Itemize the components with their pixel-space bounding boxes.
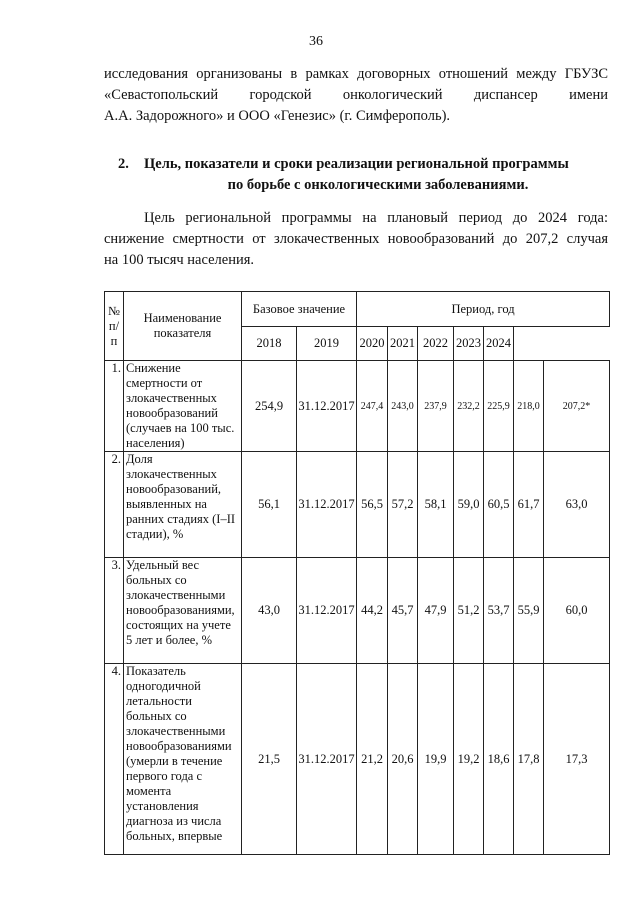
year-2022: 2022 (418, 327, 454, 361)
table-row (105, 361, 610, 452)
indicators-table (104, 291, 610, 855)
base-date: 31.12.2017 (297, 361, 357, 452)
indicator-name: Показатель одногодичной летальности больных со злокачественными новообразованиями (умерли в течение первого года с момента установления диагноза из числа больных, впервые (124, 664, 242, 855)
goal-line: снижение смертности от злокачественных новообразований до 207,2 случая (104, 231, 608, 247)
year-2018: 2018 (242, 327, 297, 361)
value-2021: 59,0 (454, 452, 484, 558)
value-2022: 225,9 (484, 361, 514, 452)
value-2018: 44,2 (357, 558, 388, 664)
intro-line: исследования организованы в рамках договорных отношений между ГБУЗС (104, 66, 608, 82)
value-2020: 19,9 (418, 664, 454, 855)
table-row (105, 452, 610, 558)
value-2018: 247,4 (357, 361, 388, 452)
value-2022: 60,5 (484, 452, 514, 558)
value-2022: 18,6 (484, 664, 514, 855)
goal-line: на 100 тысяч населения. (104, 252, 255, 268)
value-2023: 55,9 (514, 558, 544, 664)
intro-line: «Севастопольский городской онкологический диспансер имени (104, 87, 608, 103)
header-period: Период, год (357, 292, 610, 327)
goal-paragraph (104, 208, 608, 271)
section-number: 2. (118, 156, 129, 172)
base-value: 43,0 (242, 558, 297, 664)
table-row (105, 664, 610, 855)
table-row (105, 558, 610, 664)
indicator-name: Удельный вес больных со злокачественными новообразованиями, состоящих на учете 5 лет и более, % (124, 558, 242, 664)
base-date: 31.12.2017 (297, 664, 357, 855)
header-base: Базовое значение (242, 292, 357, 327)
header-name: Наименование показателя (124, 292, 242, 361)
base-value: 254,9 (242, 361, 297, 452)
intro-line: А.А. Задорожного» и ООО «Генезис» (г. Симферополь). (104, 108, 451, 124)
value-2018: 21,2 (357, 664, 388, 855)
value-2024: 63,0 (544, 452, 610, 558)
base-date: 31.12.2017 (297, 452, 357, 558)
value-2020: 47,9 (418, 558, 454, 664)
row-number: 3. (105, 558, 124, 664)
indicator-name: Снижение смертности от злокачественных новообразований (случаев на 100 тыс. населения) (124, 361, 242, 452)
value-2021: 19,2 (454, 664, 484, 855)
section-title-line: по борьбе с онкологическими заболеваниями. (227, 177, 529, 193)
year-2021: 2021 (388, 327, 418, 361)
year-2023: 2023 (454, 327, 484, 361)
row-number: 4. (105, 664, 124, 855)
year-2024: 2024 (484, 327, 514, 361)
value-2021: 51,2 (454, 558, 484, 664)
value-2020: 237,9 (418, 361, 454, 452)
section-title-line: Цель, показатели и сроки реализации региональной программы (144, 156, 569, 172)
year-2019: 2019 (297, 327, 357, 361)
value-2024: 207,2* (544, 361, 610, 452)
value-2024: 17,3 (544, 664, 610, 855)
header-num: № п/п (105, 292, 124, 361)
intro-paragraph (104, 64, 608, 127)
value-2023: 17,8 (514, 664, 544, 855)
year-2020: 2020 (357, 327, 388, 361)
value-2021: 232,2 (454, 361, 484, 452)
value-2024: 60,0 (544, 558, 610, 664)
base-value: 21,5 (242, 664, 297, 855)
value-2019: 243,0 (388, 361, 418, 452)
row-number: 1. (105, 361, 124, 452)
base-value: 56,1 (242, 452, 297, 558)
value-2019: 20,6 (388, 664, 418, 855)
value-2023: 218,0 (514, 361, 544, 452)
value-2023: 61,7 (514, 452, 544, 558)
value-2019: 57,2 (388, 452, 418, 558)
value-2020: 58,1 (418, 452, 454, 558)
goal-line: Цель региональной программы на плановый период до 2024 года: (144, 210, 608, 226)
base-date: 31.12.2017 (297, 558, 357, 664)
value-2018: 56,5 (357, 452, 388, 558)
page-number: 36 (309, 34, 323, 49)
row-number: 2. (105, 452, 124, 558)
value-2022: 53,7 (484, 558, 514, 664)
value-2019: 45,7 (388, 558, 418, 664)
indicator-name: Доля злокачественных новообразований, выявленных на ранних стадиях (I–II стадии), % (124, 452, 242, 558)
